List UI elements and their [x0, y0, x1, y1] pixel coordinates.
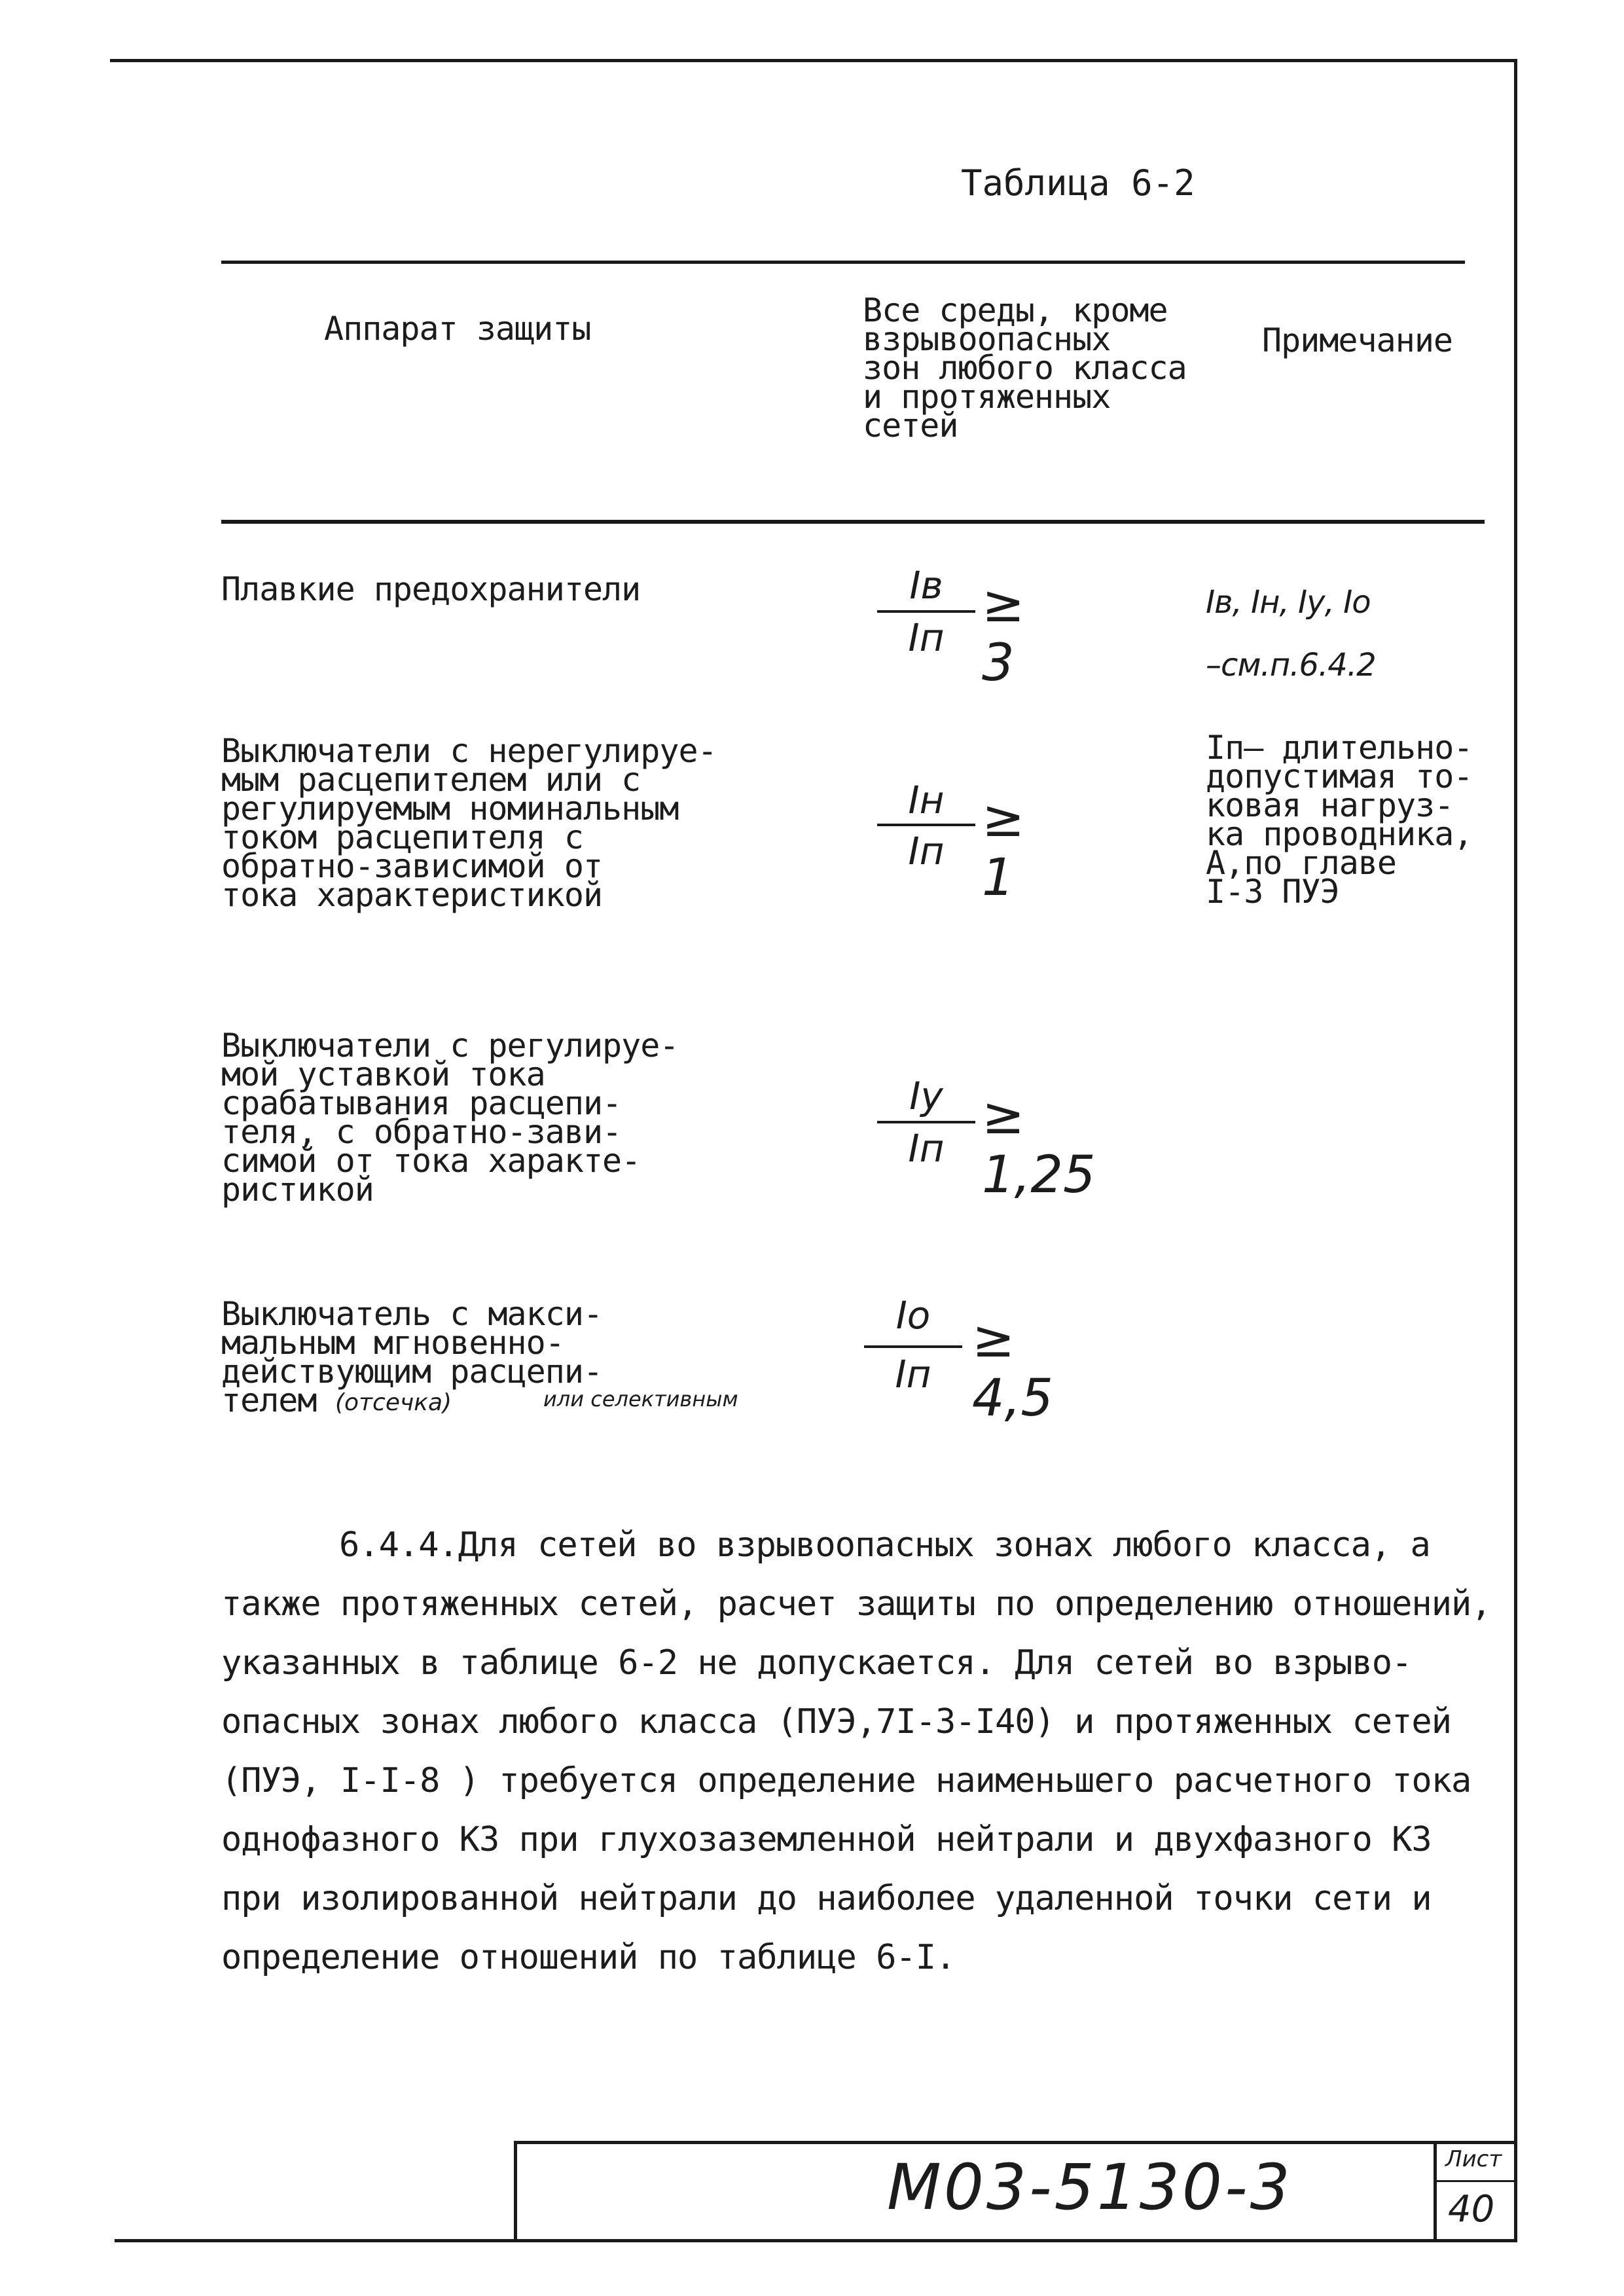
paragraph-line-6: однофазного КЗ при глухозаземленной нейтрали и двухфазного КЗ — [221, 1820, 1432, 1859]
section-6-4-4-paragraph — [221, 1516, 1504, 1987]
table-header-bottom-rule — [221, 520, 1485, 524]
stamp-sheet-label-rule — [1434, 2180, 1515, 2182]
row-3-denominator: Iп — [908, 1126, 945, 1171]
row-2-relation: ≥ 1 — [982, 790, 1025, 907]
frame-bottom-border — [115, 2239, 1517, 2242]
paragraph-line-2: также протяженных сетей, расчет защиты по определению отношений, — [221, 1584, 1491, 1624]
row-1-numerator: Iв — [909, 563, 943, 608]
paragraph-line-7: при изолированной нейтрали до наиболее удаленной точки сети и — [221, 1879, 1432, 1918]
table-title: Таблица 6-2 — [961, 162, 1195, 204]
row-2-note: Iп– длительно- допустимая то- ковая нагруз- ка проводника, А,по главе I-3 ПУЭ — [1206, 729, 1473, 911]
row-3-numerator: Iу — [909, 1074, 943, 1118]
row-1-fraction-bar — [877, 610, 975, 613]
row-3-relation: ≥ 1,25 — [982, 1087, 1096, 1205]
stamp-sheet-label: Лист — [1445, 2146, 1502, 2172]
stamp-document-code: М03-5130-3 — [887, 2151, 1293, 2224]
row-2-device: Выключатели с нерегулируе- мым расцепителем или с регулируемым номинальным током расцепителя с обратно-зависимой от тока характеристикой — [221, 732, 717, 914]
row-3-device: Выключатели с регулируе- мой уставкой тока срабатывания расцепи- теля, с обратно-зави- симой от тока характе- ристикой — [221, 1027, 679, 1209]
table-header-top-rule — [221, 261, 1465, 264]
header-protection-device: Аппарат защиты — [324, 310, 591, 348]
row-4-device: Выключатель с макси- мальным мгновенно- действующим расцепи- телем — [221, 1295, 603, 1419]
header-note: Примечание — [1262, 321, 1453, 359]
stamp-sheet-number: 40 — [1448, 2188, 1495, 2231]
paragraph-line-4: опасных зонах любого класса (ПУЭ,7I-3-I40) и протяженных сетей — [221, 1702, 1452, 1741]
paragraph-line-1: 6.4.4.Для сетей во взрывоопасных зонах любого класса, а — [339, 1525, 1430, 1565]
frame-top-border — [110, 59, 1517, 62]
stamp-top-border — [514, 2141, 1515, 2144]
row-4-denominator: Iп — [895, 1352, 931, 1396]
row-1-note: Iв, Iн, Iу, Iо –см.п.6.4.2 — [1206, 584, 1376, 683]
stamp-left-border — [514, 2141, 517, 2242]
row-4-fraction-bar — [864, 1345, 962, 1348]
row-4-relation: ≥ 4,5 — [972, 1310, 1054, 1428]
frame-right-border — [1514, 59, 1517, 2239]
row-4-device-handwritten: (отсечка) — [335, 1389, 452, 1416]
row-4-device-handwritten-2: или селективным — [543, 1387, 738, 1412]
header-all-environments: Все среды, кроме взрывоопасных зон любого класса и протяженных сетей — [863, 291, 1187, 445]
row-3-fraction-bar — [877, 1121, 975, 1123]
stamp-sheet-divider — [1434, 2141, 1437, 2242]
row-1-denominator: Iп — [908, 615, 945, 660]
paragraph-line-3: указанных в таблице 6-2 не допускается. Для сетей во взрыво- — [221, 1643, 1412, 1683]
row-1-relation: ≥ 3 — [982, 575, 1025, 693]
row-1-device: Плавкие предохранители — [221, 570, 641, 608]
row-2-fraction-bar — [877, 824, 975, 826]
row-4-numerator: Iо — [895, 1293, 931, 1338]
paragraph-line-5: (ПУЭ, I-I-8 ) требуется определение наименьшего расчетного тока — [221, 1761, 1471, 1800]
paragraph-line-8: определение отношений по таблице 6-I. — [221, 1938, 956, 1977]
row-2-denominator: Iп — [908, 829, 945, 873]
row-2-numerator: Iн — [908, 778, 945, 822]
